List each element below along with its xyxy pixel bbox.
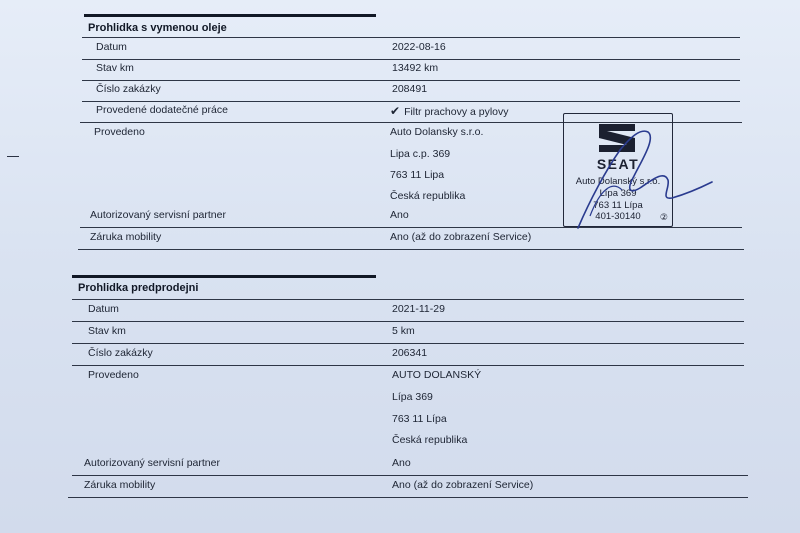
row-value: 13492 km [392, 62, 439, 74]
stamp-line: Lípa 369 [599, 188, 637, 199]
address-line: 763 11 Lipa [390, 169, 445, 181]
address-line: Auto Dolansky s.r.o. [390, 126, 484, 138]
row-label: Číslo zakázky [88, 347, 153, 359]
row-label: Stav km [88, 325, 126, 337]
row-value: 2022-08-16 [392, 41, 446, 53]
row-cislo-zakazky [72, 344, 744, 366]
address-line: Česká republika [390, 190, 466, 202]
row-stav-km [82, 59, 740, 81]
checkmark-icon: ✔ [390, 104, 401, 118]
stamp-brand: SEAT [596, 156, 640, 172]
row-zaruka [68, 476, 748, 498]
section-title: Prohlidka s vymenou oleje [88, 22, 227, 34]
address-line: Lipa c.p. 369 [390, 148, 451, 160]
row-provedeno [72, 366, 744, 454]
stamp-line: 401-30140 [595, 211, 641, 222]
row-value: 208491 [392, 83, 428, 95]
row-value: 2021-11-29 [392, 303, 445, 315]
row-value: Ano (až do zobrazení Service) [390, 231, 532, 243]
address-line: AUTO DOLANSKÝ [392, 369, 482, 381]
row-value: 206341 [392, 347, 428, 359]
section-title: Prohlidka predprodejni [78, 282, 199, 294]
row-value: Ano [390, 209, 409, 221]
row-datum [72, 300, 744, 322]
row-label: Provedeno [88, 369, 139, 381]
stamp-line: 763 11 Lípa [593, 200, 643, 211]
row-stav-km [72, 322, 744, 344]
stamp-line: Auto Dolanský s.r.o. [575, 176, 661, 187]
row-value: Ano (až do zobrazení Service) [392, 479, 534, 491]
row-value: Ano [392, 457, 411, 469]
row-partner [72, 454, 748, 476]
row-label: Autorizovaný servisní partner [90, 209, 226, 221]
row-value [390, 104, 509, 118]
row-label: Provedeno [94, 126, 145, 138]
row-label: Provedené dodatečné práce [96, 104, 228, 116]
row-cislo-zakazky [82, 80, 740, 102]
row-label: Záruka mobility [84, 479, 156, 491]
address-line: Česká republika [392, 434, 468, 446]
row-label: Datum [96, 41, 127, 53]
row-datum [82, 38, 740, 60]
row-label: Číslo zakázky [96, 83, 161, 95]
row-label: Autorizovaný servisní partner [84, 457, 220, 469]
row-label: Záruka mobility [90, 231, 162, 243]
row-label: Datum [88, 303, 119, 315]
work-description: Filtr prachovy a pylovy [404, 106, 509, 118]
signature-icon [560, 120, 720, 232]
row-value: 5 km [392, 325, 415, 337]
stamp-number: ② [659, 212, 668, 222]
row-label: Stav km [96, 62, 134, 74]
margin-mark [7, 156, 19, 157]
section-title-bar [72, 275, 376, 278]
section-title-bar [84, 14, 376, 17]
address-line: Lípa 369 [392, 391, 433, 403]
address-line: 763 11 Lípa [392, 413, 447, 425]
